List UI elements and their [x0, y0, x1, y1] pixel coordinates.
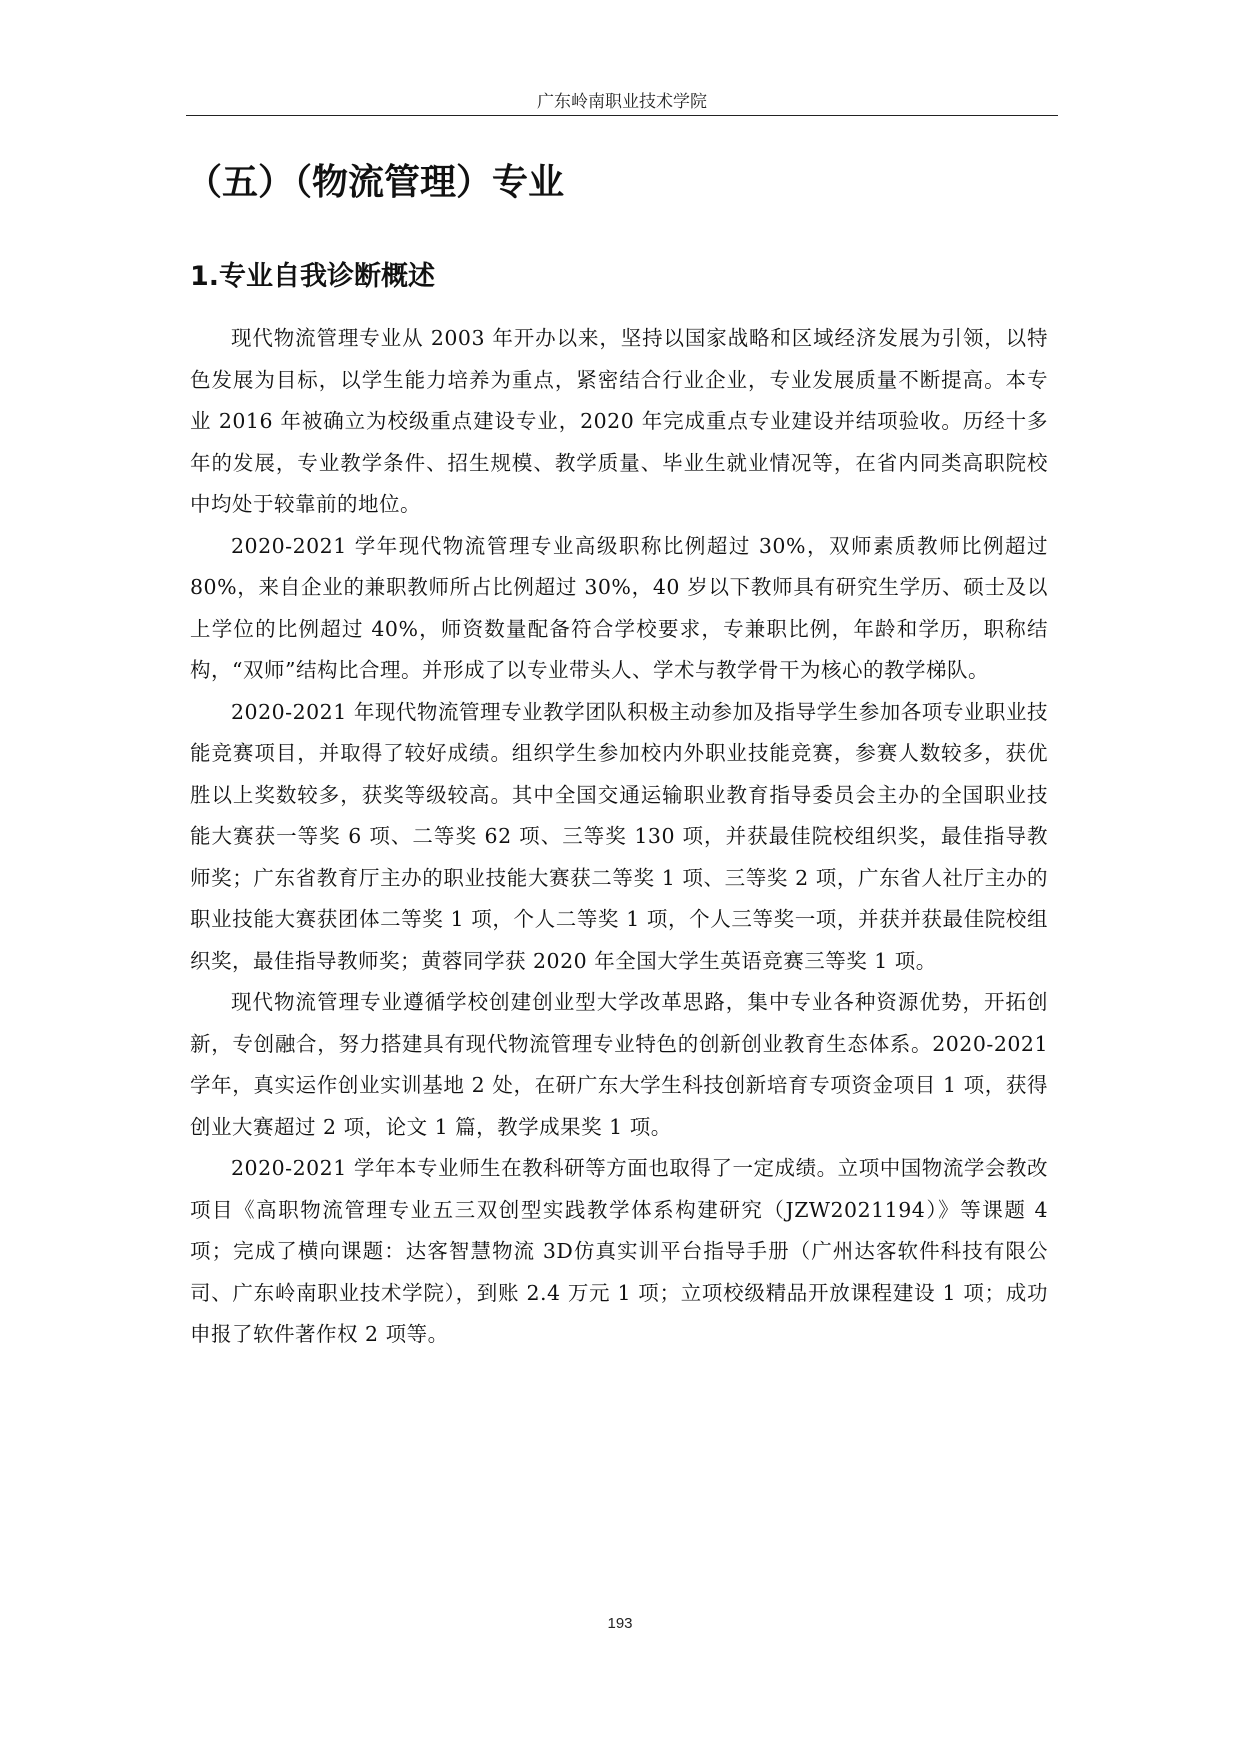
subsection-title: 1.专业自我诊断概述: [190, 261, 436, 292]
paragraph-overview: 现代物流管理专业从 2003 年开办以来，坚持以国家战略和区域经济发展为引领，以特色发展为目标，以学生能力培养为重点，紧密结合行业企业，专业发展质量不断提高。本专业 2016 年被确立为校级重点建设专业，2020 年完成重点专业建设并结项验收。历经十多年的发展，专业教学条件、招生规模、教学质量、毕业生就业情况等，在省内同类高职院校中均处于较靠前的地位。: [190, 326, 1048, 516]
body-text: [190, 318, 1048, 1356]
paragraph-entrepreneurship: 现代物流管理专业遵循学校创建创业型大学改革思路，集中专业各种资源优势，开拓创新，专创融合，努力搭建具有现代物流管理专业特色的创新创业教育生态体系。2020-2021 学年，真实运作创业实训基地 2 处，在研广东大学生科技创新培育专项资金项目 1 项，获得创业大赛超过 2 项，论文 1 篇，教学成果奖 1 项。: [190, 990, 1048, 1139]
section-title: （五）（物流管理）专业: [186, 162, 565, 203]
page-number: 193: [607, 1615, 633, 1632]
header-divider: [186, 115, 1058, 116]
paragraph-competitions: 2020-2021 年现代物流管理专业教学团队积极主动参加及指导学生参加各项专业职业技能竞赛项目，并取得了较好成绩。组织学生参加校内外职业技能竞赛，参赛人数较多，获优胜以上奖数较多，获奖等级较高。其中全国交通运输职业教育指导委员会主办的全国职业技能大赛获一等奖 6 项、二等奖 62 项、三等奖 130 项，并获最佳院校组织奖，最佳指导教师奖；广东省教育厅主办的职业技能大赛获二等奖 1 项、三等奖 2 项，广东省人社厅主办的职业技能大赛获团体二等奖 1 项，个人二等奖 1 项，个人三等奖一项，并获并获最佳院校组织奖，最佳指导教师奖；黄蓉同学获 2020 年全国大学生英语竞赛三等奖 1 项。: [190, 699, 1048, 973]
paragraph-research: 2020-2021 学年本专业师生在教科研等方面也取得了一定成绩。立项中国物流学会教改项目《高职物流管理专业五三双创型实践教学体系构建研究（JZW2021194）》等课题 4 项；完成了横向课题：达客智慧物流 3D仿真实训平台指导手册（广州达客软件科技有限公司、广东岭南职业技术学院），到账 2.4 万元 1 项；立项校级精品开放课程建设 1 项；成功申报了软件著作权 2 项等。: [190, 1156, 1048, 1346]
running-header: 广东岭南职业技术学院: [537, 92, 707, 112]
paragraph-faculty: 2020-2021 学年现代物流管理专业高级职称比例超过 30%，双师素质教师比例超过 80%，来自企业的兼职教师所占比例超过 30%，40 岁以下教师具有研究生学历、硕士及以上学位的比例超过 40%，师资数量配备符合学校要求，专兼职比例，年龄和学历，职称结构，“双师”结构比合理。并形成了以专业带头人、学术与教学骨干为核心的教学梯队。: [190, 533, 1048, 682]
